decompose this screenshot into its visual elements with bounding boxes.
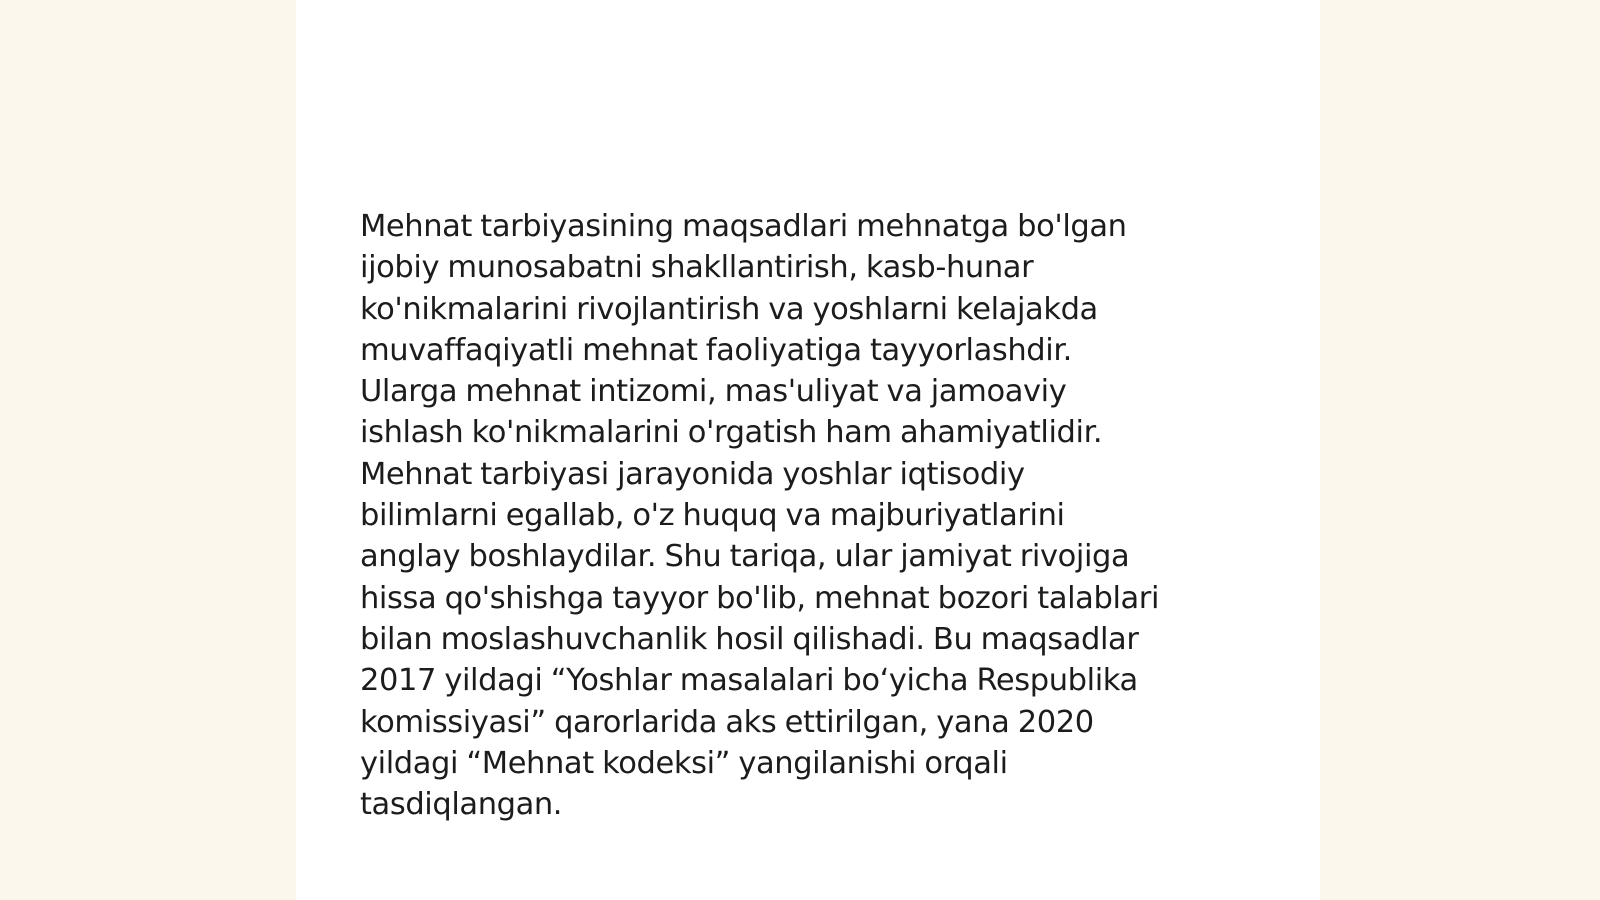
paragraph-line: Mehnat tarbiyasi jarayonida yoshlar iqtisodiy: [360, 456, 1025, 492]
paragraph-line: Ularga mehnat intizomi, mas'uliyat va jamoaviy: [360, 374, 1067, 410]
paragraph-line: bilimlarni egallab, o'z huquq va majburiyatlarini: [360, 498, 1065, 534]
paragraph-line: 2017 yildagi “Yoshlar masalalari bo‘yicha Respublika: [360, 663, 1138, 699]
paragraph-line: ishlash ko'nikmalarini o'rgatish ham ahamiyatlidir.: [360, 415, 1103, 451]
paragraph-line: muvaffaqiyatli mehnat faoliyatiga tayyorlashdir.: [360, 332, 1072, 368]
paragraph-line: anglay boshlaydilar. Shu tariqa, ular jamiyat rivojiga: [360, 539, 1130, 575]
paragraph-line: Mehnat tarbiyasining maqsadlari mehnatga bo'lgan: [360, 209, 1127, 244]
paragraph-line: komissiyasi” qarorlarida aks ettirilgan, yana 2020: [360, 704, 1094, 740]
paragraph-line: hissa qo'shishga tayyor bo'lib, mehnat bozori talablari: [360, 580, 1160, 616]
paragraph-line: bilan moslashuvchanlik hosil qilishadi. Bu maqsadlar: [360, 621, 1139, 657]
paragraph-line: ko'nikmalarini rivojlantirish va yoshlarni kelajakda: [360, 291, 1098, 327]
document-page: [296, 0, 1320, 900]
body-paragraph: [360, 206, 1260, 825]
paragraph-line: tasdiqlangan.: [360, 787, 563, 823]
paragraph-line: ijobiy munosabatni shakllantirish, kasb-hunar: [360, 250, 1034, 286]
paragraph-line: yildagi “Mehnat kodeksi” yangilanishi orqali: [360, 745, 1008, 781]
